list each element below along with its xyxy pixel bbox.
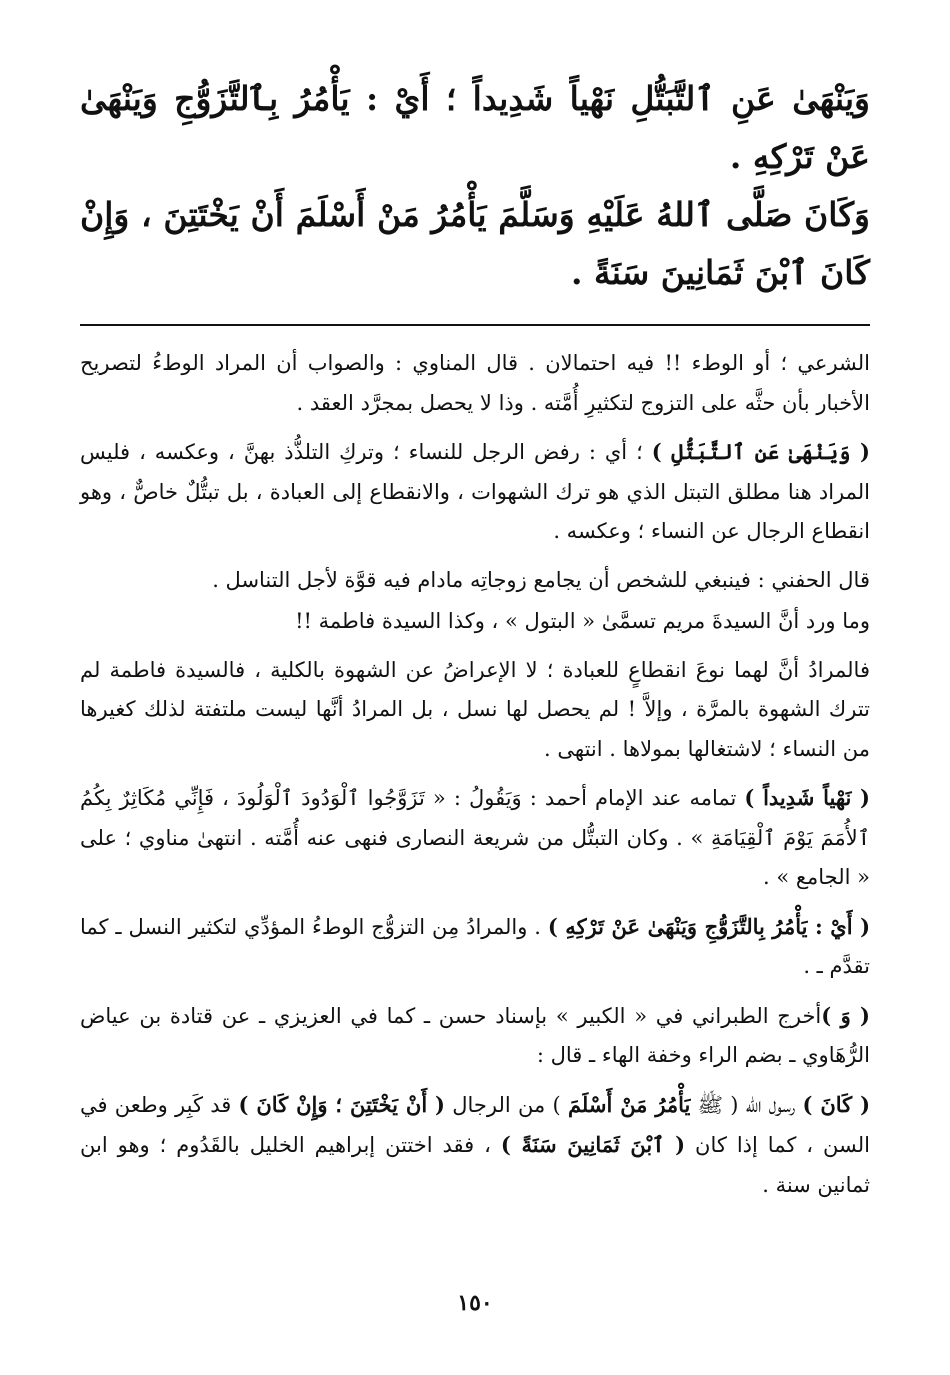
- quoted-phrase: ( وَيَنْهَىٰ عَنِ ٱلتَّبَتُّلِ ): [651, 439, 870, 464]
- quoted-phrase: ( كَانَ ): [802, 1091, 871, 1117]
- commentary-text: رسول الله ( ﷺ: [690, 1092, 803, 1117]
- commentary-text: قد كَبِر وطعن في السن ، كما إذا كان: [80, 1092, 871, 1157]
- main-text: [80, 70, 870, 302]
- separator-rule: [80, 324, 870, 326]
- main-text-line-1: وَيَنْهَىٰ عَنِ ٱلتَّبَتُّلِ نَهْياً شَدِيداً ؛ أَيْ : يَأْمُرُ بِٱلتَّزَوُّجِ وَيَنْهَىٰ عَنْ تَرْكِهِ .: [80, 79, 870, 176]
- quoted-phrase: يَأْمُرُ مَنْ أَسْلَمَ: [567, 1091, 691, 1117]
- commentary-text: تمامه عند الإمام أحمد : وَيَقُولُ : « تَزَوَّجُوا ٱلْوَدُودَ ٱلْوَلُودَ ، فَإِنِّي مُكَاثِرٌ بِكُمُ ٱلأُمَمَ يَوْمَ ٱلْقِيَامَةِ » . وكان التبتُّل من شريعة النصارى فنهى عنه أُمَّته . انتهىٰ مناوي ؛ على « الجامع » .: [80, 786, 870, 889]
- quoted-phrase: ( ٱبْنَ ثَمَانِينَ سَنَةً ): [500, 1132, 686, 1157]
- commentary-paragraph-4: وما ورد أنَّ السيدةَ مريم تسمَّىٰ « البتول » ، وكذا السيدة فاطمة !!: [295, 609, 870, 633]
- commentary-paragraph-2: [80, 432, 870, 552]
- commentary-text: أخرج الطبراني في « الكبير » بإسناد حسن ـ كما في العزيزي ـ عن قتادة بن عياض الرُّهَاوي ـ بضم الراء وخفة الهاء ـ قال :: [80, 1003, 870, 1067]
- quoted-phrase: ( أَنْ يَخْتَتِنَ ؛ وَإِنْ كَانَ ): [238, 1091, 445, 1117]
- commentary-text: . والمرادُ مِن التزوُّج الوطءُ المؤدِّي لتكثير النسل ـ كما تقدَّم ـ .: [80, 914, 870, 978]
- commentary-text: ) من الرجال: [445, 1092, 568, 1117]
- quoted-phrase: ( أَيْ : يَأْمُرُ بِالتَّزَوُّجِ وَيَنْهَىٰ عَنْ تَرْكِهِ ): [547, 913, 871, 939]
- commentary-text: ؛ أي : رفض الرجل للنساء ؛ وتركِ التلذُّذ بهنَّ ، وعكسه ، فليس المراد هنا مطلق التبتل الذي هو ترك الشهوات ، والانقطاع إلى العبادة ، بل تبتُّلٌ خاصٌّ ، وهو انقطاع الرجال عن النساء ؛ وعكسه .: [80, 440, 870, 543]
- commentary-text: ، فقد اختتن إبراهيم الخليل بالقَدُوم ؛ وهو ابن ثمانين سنة .: [80, 1133, 870, 1197]
- quoted-phrase: ( نَهْياً شَدِيداً ): [744, 785, 870, 810]
- commentary-paragraph-3: قال الحفني : فينبغي للشخص أن يجامع زوجاتِه مادام فيه قوَّة لأجل التناسل .: [212, 567, 870, 592]
- quoted-phrase: ( وَ ): [821, 1002, 870, 1028]
- main-text-line-2: وَكَانَ صَلَّى ٱللهُ عَلَيْهِ وَسَلَّمَ يَأْمُرُ مَنْ أَسْلَمَ أَنْ يَخْتَتِنَ ، وَإِنْ كَانَ ٱبْنَ ثَمَانِينَ سَنَةً .: [80, 195, 870, 292]
- commentary-paragraph-5: فالمرادُ أنَّ لهما نوعَ انقطاعٍ للعبادة ؛ لا الإعراضُ عن الشهوة بالكلية ، فالسيدة فاطمة لم تترك الشهوة بالمرَّة ، وإلاَّ ! لم يحصل لها نسل ، بل المرادُ أنَّها ليست ملتفتة لذلك كغيرها من النساء ؛ لاشتغالها بمولاها . انتهى .: [80, 657, 870, 761]
- commentary-paragraph-9: [80, 1085, 870, 1206]
- commentary-paragraph-6: [80, 778, 870, 898]
- commentary-paragraph-1: الشرعي ؛ أو الوطء !! فيه احتمالان . قال المناوي : والصواب أن المراد الوطءُ لتصريح الأخبار بأن حثَّه على التزوج لتكثيرِ أُمَّته . وذا لا يحصل بمجرَّد العقد .: [80, 351, 870, 415]
- commentary: [80, 344, 870, 1205]
- commentary-paragraph-8: [80, 996, 870, 1076]
- page-number: ١٥٠: [457, 1290, 493, 1316]
- commentary-paragraph-7: [80, 907, 870, 987]
